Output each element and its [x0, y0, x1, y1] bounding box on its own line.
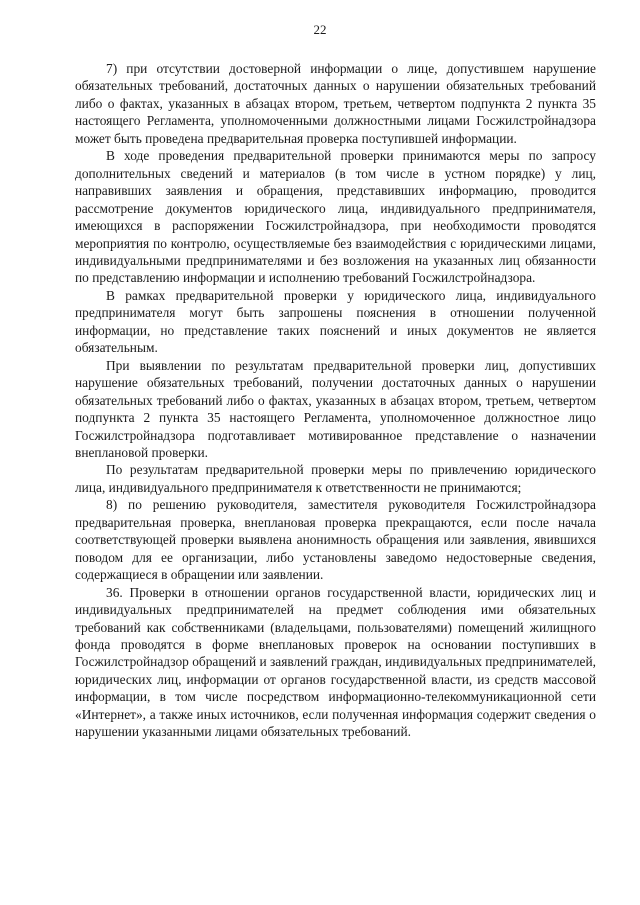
paragraph-explanations-request: В рамках предварительной проверки у юридического лица, индивидуального предпринимателя могут быть запрошены пояснения в отношении полученной информации, но представление таких пояснений и иных документов не является обязательным.	[75, 287, 596, 356]
document-body	[75, 60, 596, 741]
paragraph-clause-36: 36. Проверки в отношении органов государственной власти, юридических лиц и индивидуальных предпринимателей на предмет соблюдения ими обязательных требований как собственниками (владельцами, пользователями) помещений жилищного фонда проводятся в форме внеплановых проверок на основании поступивших в Госжилстройнадзор обращений и заявлений граждан, индивидуальных предпринимателей, юридических лиц, информации от органов государственной власти, из средств массовой информации, в том числе посредством информационно-телекоммуникационной сети «Интернет», а также иных источников, если полученная информация содержит сведения о нарушении указанными лицами обязательных требований.	[75, 584, 596, 740]
page-number: 22	[313, 22, 327, 37]
paragraph-preliminary-check-measures: В ходе проведения предварительной проверки принимаются меры по запросу дополнительных сведений и материалов (в том числе в устном порядке) у лиц, направивших заявления и обращения, представивших информацию, проводится рассмотрение документов юридического лица, индивидуального предпринимателя, имеющихся в распоряжении Госжилстройнадзора, при необходимости проводятся мероприятия по контролю, осуществляемые без взаимодействия с юридическими лицами, индивидуальными предпринимателями и без возложения на указанных лиц обязанности по представлению информации и исполнению требований Госжилстройнадзора.	[75, 148, 596, 286]
paragraph-item-8: 8) по решению руководителя, заместителя руководителя Госжилстройнадзора предварительная проверка, внеплановая проверка прекращаются, если после начала соответствующей проверки выявлена анонимность обращения или заявления, явившихся поводом для ее организации, либо установлены заведомо недостоверные сведения, содержащиеся в обращении или заявлении.	[75, 497, 596, 583]
paragraph-no-liability-measures: По результатам предварительной проверки меры по привлечению юридического лица, индивидуального предпринимателя к ответственности не принимаются;	[75, 462, 596, 495]
paragraph-item-7: 7) при отсутствии достоверной информации о лице, допустившем нарушение обязательных требований, достаточных данных о нарушении обязательных требований либо о фактах, указанных в абзацах втором, третьем, четвертом подпункта 2 пункта 35 настоящего Регламента, уполномоченными должностными лицами Госжилстройнадзора может быть проведена предварительная проверка поступившей информации.	[75, 61, 596, 146]
paragraph-violations-detected: При выявлении по результатам предварительной проверки лиц, допустивших нарушение обязательных требований, получении достаточных данных о нарушении обязательных требований либо о фактах, указанных в абзацах втором, третьем, четвертом подпункта 2 пункта 35 настоящего Регламента, уполномоченное должностное лицо Госжилстройнадзора подготавливает мотивированное представление о назначении внеплановой проверки.	[75, 357, 596, 460]
